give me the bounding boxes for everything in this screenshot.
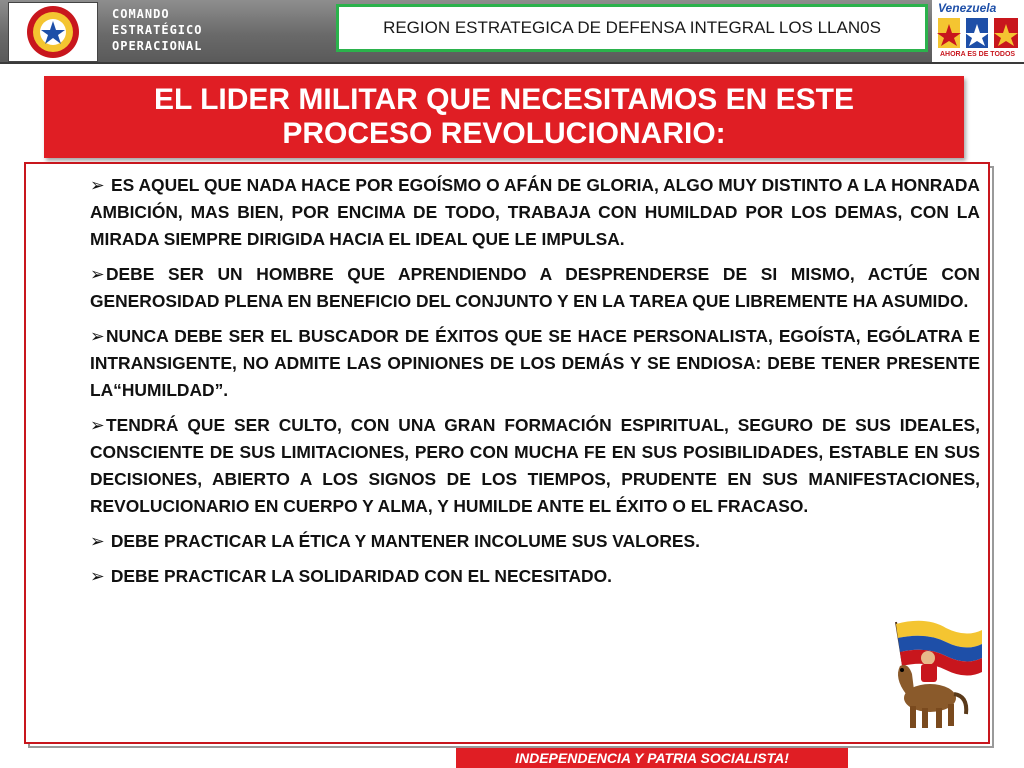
slide-title: EL LIDER MILITAR QUE NECESITAMOS EN ESTE PROCESO REVOLUCIONARIO:	[153, 83, 855, 150]
footer-slogan: INDEPENDENCIA Y PATRIA SOCIALISTA!	[515, 750, 789, 766]
paragraph-text: DEBE PRACTICAR LA ÉTICA Y MANTENER INCOLUME SUS VALORES.	[110, 531, 700, 551]
arrow-bullet-icon: ➢	[90, 531, 105, 551]
command-line-1: COMANDO	[112, 7, 170, 21]
title-banner	[44, 76, 964, 158]
paragraph-text: DEBE SER UN HOMBRE QUE APRENDIENDO A DESPRENDERSE DE SI MISMO, ACTÚE CON GENEROSIDAD PLENA EN BENEFICIO DEL CONJUNTO Y EN LA TAREA QUE LIBREMENTE HA ASUMIDO.	[90, 264, 980, 311]
region-title: REGION ESTRATEGICA DE DEFENSA INTEGRAL LOS LLAN0S	[383, 18, 881, 37]
venezuela-logo	[932, 0, 1024, 62]
list-item	[90, 172, 980, 253]
command-line-3: OPERACIONAL	[112, 39, 203, 53]
region-title-box	[336, 4, 928, 52]
command-name	[112, 6, 332, 54]
venezuela-logo-word: Venezuela	[938, 1, 997, 15]
paragraph-text: TENDRÁ QUE SER CULTO, CON UNA GRAN FORMACIÓN ESPIRITUAL, SEGURO DE SUS IDEALES, CONSCIENTE DE SUS LIMITACIONES, PERO CON MUCHA FE EN SUS POSIBILIDADES, ESTABLE EN SUS DECISIONES, ABIERTO A LOS SIGNOS DE LOS TIEMPOS, PRUDENTE EN SUS MANIFESTACIONES, REVOLUCIONARIO EN CUERPO Y ALMA, Y HUMILDE ANTE EL ÉXITO O EL FRACASO.	[90, 415, 980, 516]
arrow-bullet-icon: ➢	[90, 566, 105, 586]
paragraph-text: DEBE PRACTICAR LA SOLIDARIDAD CON EL NECESITADO.	[110, 566, 612, 586]
footer-banner	[456, 748, 848, 768]
paragraph-text: NUNCA DEBE SER EL BUSCADOR DE ÉXITOS QUE SE HACE PERSONALISTA, EGOÍSTA, EGÓLATRA E INTRANSIGENTE, NO ADMITE LAS OPINIONES DE LOS DEMÁS Y SE ENDIOSA: DEBE TENER PRESENTE LA“HUMILDAD”.	[90, 326, 980, 400]
list-item	[90, 323, 980, 404]
list-item	[90, 261, 980, 315]
content-body	[90, 172, 980, 598]
paragraph-text: ES AQUEL QUE NADA HACE POR EGOÍSMO O AFÁN DE GLORIA, ALGO MUY DISTINTO A LA HONRADA AMBICIÓN, MAS BIEN, POR ENCIMA DE TODO, TRABAJA CON HUMILDAD POR LOS DEMAS, CON LA MIRADA SIEMPRE DIRIGIDA HACIA EL IDEAL QUE LE IMPULSA.	[90, 175, 980, 249]
list-item	[90, 563, 980, 590]
list-item	[90, 528, 980, 555]
venezuela-logo-caption: AHORA ES DE TODOS	[940, 51, 1016, 58]
command-line-2: ESTRATÉGICO	[112, 23, 203, 37]
list-item	[90, 412, 980, 520]
arrow-bullet-icon: ➢	[90, 415, 105, 435]
command-emblem-logo	[8, 2, 98, 62]
arrow-bullet-icon: ➢	[90, 264, 105, 284]
arrow-bullet-icon: ➢	[90, 175, 105, 195]
horse-rider-flag-icon	[866, 614, 986, 734]
arrow-bullet-icon: ➢	[90, 326, 105, 346]
